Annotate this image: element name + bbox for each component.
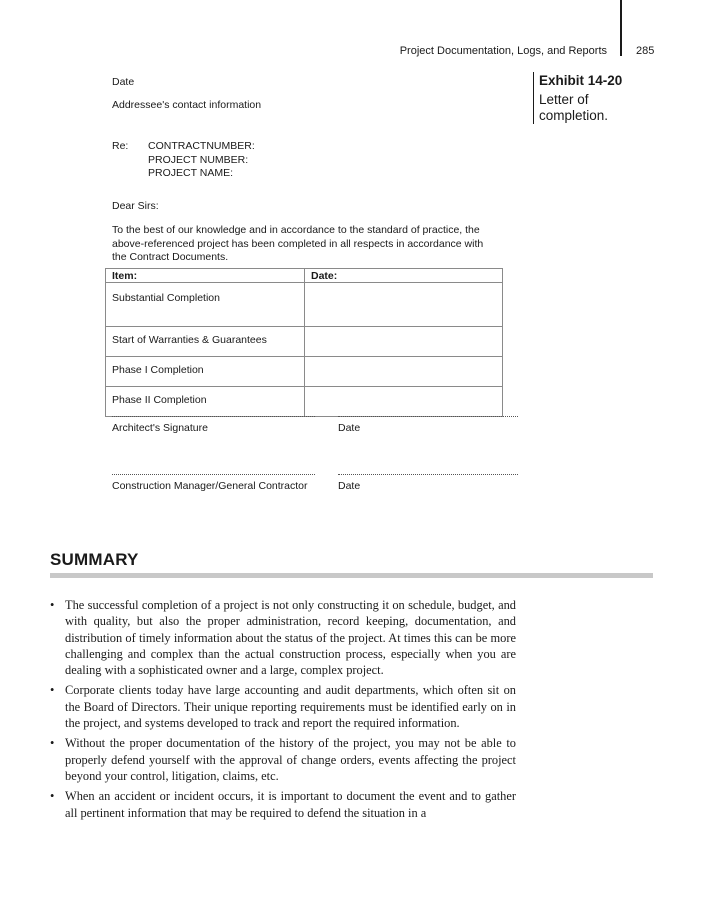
contractor-date-label: Date bbox=[338, 480, 361, 492]
summary-bullet-list bbox=[50, 597, 516, 825]
bullet-text: The successful completion of a project is not only constructing it on schedule, budget, and with quality, but also the proper administration, record keeping, documentation, and distribution of timely information about the status of the project. At times this can be more challenging and complex than the actual construction process, especially when you are dealing with a sophisticated owner and a large, complex project. bbox=[65, 598, 516, 678]
letter-body: To the best of our knowledge and in accordance to the standard of practice, the above-referenced project has been completed in all respects in accordance with the Contract Documents. bbox=[112, 224, 484, 263]
letter-addressee: Addressee's contact information bbox=[112, 99, 262, 111]
item-cell: Phase I Completion bbox=[106, 357, 305, 387]
running-header-title: Project Documentation, Logs, and Reports bbox=[399, 45, 607, 57]
header-item: Item: bbox=[106, 269, 305, 283]
list-item bbox=[50, 788, 516, 821]
table-header-row bbox=[106, 269, 503, 283]
architect-signature-line bbox=[112, 416, 315, 417]
architect-date-line bbox=[338, 416, 518, 417]
contractor-date-line bbox=[338, 474, 518, 475]
exhibit-caption-block bbox=[533, 72, 649, 124]
page-number: 285 bbox=[636, 45, 655, 57]
letter-date: Date bbox=[112, 76, 135, 88]
re-project-name: PROJECT NAME: bbox=[148, 167, 233, 179]
header-date: Date: bbox=[305, 269, 503, 283]
contractor-signature-label: Construction Manager/General Contractor bbox=[112, 480, 308, 492]
exhibit-number: Exhibit 14-20 bbox=[539, 73, 623, 88]
bullet-text: Corporate clients today have large accounting and audit departments, which often sit on the Board of Directors. Their unique reporting requirements must be identified early on in the project, and systems developed to track and report the required information. bbox=[65, 683, 516, 731]
date-cell bbox=[305, 327, 503, 357]
list-item bbox=[50, 597, 516, 678]
list-item bbox=[50, 735, 516, 784]
date-cell bbox=[305, 357, 503, 387]
exhibit-caption: Letter of completion. bbox=[539, 92, 609, 123]
bullet-text: When an accident or incident occurs, it is important to document the event and to gather all pertinent information that may be required to defend the situation in a bbox=[65, 789, 516, 820]
re-project-number: PROJECT NUMBER: bbox=[148, 153, 249, 166]
bullet-icon: • bbox=[50, 736, 55, 751]
re-lines bbox=[148, 140, 255, 181]
completion-items-table bbox=[105, 268, 503, 417]
header-vertical-rule bbox=[620, 0, 622, 56]
re-label: Re: bbox=[112, 140, 129, 152]
architect-date-label: Date bbox=[338, 422, 361, 434]
re-contract-number: CONTRACTNUMBER: bbox=[148, 140, 255, 152]
table-row bbox=[106, 327, 503, 357]
item-cell: Phase II Completion bbox=[106, 387, 305, 417]
bullet-icon: • bbox=[50, 683, 55, 698]
date-cell bbox=[305, 283, 503, 327]
table-row bbox=[106, 387, 503, 417]
list-item bbox=[50, 682, 516, 731]
summary-heading-rule bbox=[50, 573, 653, 578]
architect-signature-label: Architect's Signature bbox=[112, 422, 208, 434]
summary-heading: SUMMARY bbox=[50, 550, 139, 569]
table-row bbox=[106, 283, 503, 327]
bullet-text: Without the proper documentation of the history of the project, you may not be able to properly defend yourself with the approval of change orders, events affecting the project beyond your control, litigation, claims, etc. bbox=[65, 736, 516, 783]
table-row bbox=[106, 357, 503, 387]
letter-salutation: Dear Sirs: bbox=[112, 200, 159, 212]
item-cell: Start of Warranties & Guarantees bbox=[106, 327, 305, 357]
contractor-signature-line bbox=[112, 474, 315, 475]
date-cell bbox=[305, 387, 503, 417]
item-cell: Substantial Completion bbox=[106, 283, 305, 327]
bullet-icon: • bbox=[50, 598, 55, 612]
bullet-icon: • bbox=[50, 789, 55, 804]
